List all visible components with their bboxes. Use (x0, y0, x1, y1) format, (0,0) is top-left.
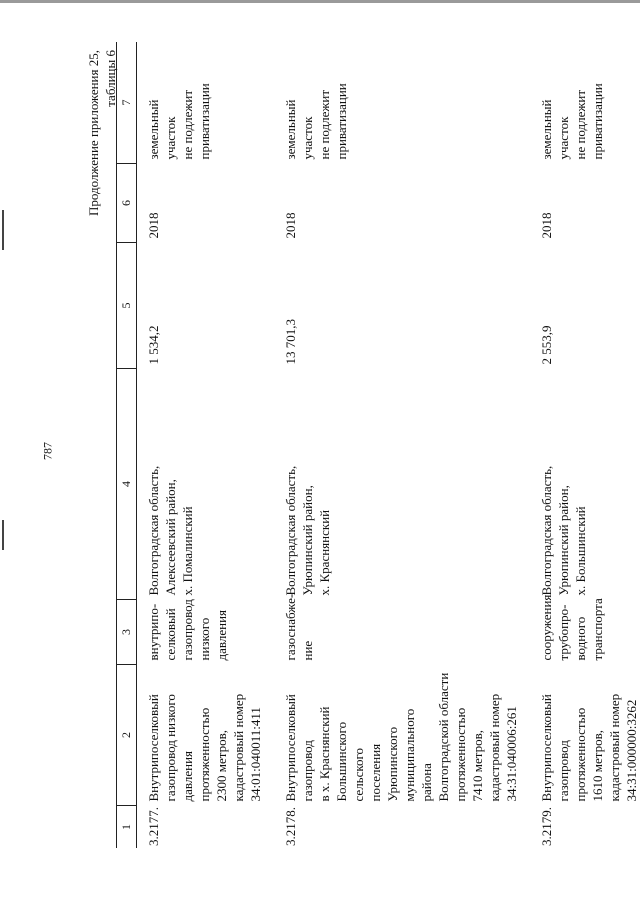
cell-line: внутрипо- (146, 603, 161, 661)
cell-line: Волгоградской области (436, 672, 451, 802)
cell-line: не подлежит (573, 89, 588, 160)
row-number: 3.2179. (539, 807, 554, 846)
object-address (530, 369, 640, 600)
cell-line: в х. Краснянский (317, 706, 332, 802)
cell-line: муниципального района (402, 708, 434, 802)
object-type (530, 594, 640, 665)
cell-line: приватизации (334, 83, 349, 160)
cell-line: Урюпинский район, (556, 485, 571, 596)
cell-line: участок (556, 116, 571, 160)
cell-line: не подлежит (317, 89, 332, 160)
cell-line: газопровод (180, 599, 195, 661)
cell-line: кадастровый номер (231, 693, 246, 802)
cell-line: участок (163, 116, 178, 160)
cell-line: Урюпинский район, (300, 485, 315, 596)
cell-line: не подлежит (180, 89, 195, 160)
cell-line: Волгоградская область, (539, 465, 554, 596)
object-name (274, 665, 530, 806)
cell-line: приватизации (197, 83, 212, 160)
cell-line: земельный (283, 99, 298, 160)
cell-line: приватизации (590, 83, 605, 160)
cell-line: Внутрипоселковый (146, 694, 161, 802)
object-address (137, 369, 275, 600)
cell-line: трубопро- (556, 604, 571, 661)
object-address (274, 369, 530, 600)
object-value: 2 553,9 (539, 325, 554, 365)
object-value: 1 534,2 (146, 325, 161, 365)
cell-line: Большинского сельского (334, 721, 366, 802)
cell-line: Внутрипоселковый (539, 694, 554, 802)
row-number: 3.2178. (283, 807, 298, 846)
scan-edge (0, 0, 640, 3)
cell-line: 34:01:040011:411 (248, 707, 263, 802)
cell-line: 1610 метров, (590, 730, 605, 802)
column-header: 6 (117, 164, 137, 243)
cell-line: водного (573, 616, 588, 661)
table-row (137, 42, 275, 848)
cell-line: поселения Урюпинского (368, 726, 400, 802)
cell-line: х. Большинский (573, 506, 588, 596)
column-header: 3 (117, 600, 137, 665)
rotated-table (116, 48, 639, 848)
table-header-row (117, 42, 137, 848)
cell-line: 34:31:000000:3262 (624, 699, 639, 802)
cell-line: х. Помалинский (180, 506, 195, 596)
cell-line: селковый (163, 608, 178, 661)
table-caption (85, 50, 119, 330)
cell-line: земельный (146, 99, 161, 160)
caption-line: таблицы 6 (103, 50, 118, 107)
cell-line: Алексеевский район, (163, 479, 178, 596)
caption-line: Продолжение приложения 25, (86, 50, 101, 217)
cell-line: Волгоградская область, (283, 465, 298, 596)
cell-line: ние (300, 640, 315, 661)
cell-line: низкого (197, 617, 212, 661)
object-name (137, 665, 275, 806)
column-header: 4 (117, 369, 137, 600)
cell-line: кадастровый номер (487, 693, 502, 802)
data-table (116, 42, 640, 848)
cell-line: кадастровый номер (607, 693, 622, 802)
object-type (274, 593, 530, 665)
cell-line: 2300 метров, (214, 730, 229, 802)
object-year: 2018 (146, 212, 161, 239)
scan-mark (2, 210, 4, 250)
cell-line: газопровод (300, 740, 315, 802)
column-header: 7 (117, 42, 137, 164)
cell-line: 7410 метров, (470, 730, 485, 802)
cell-line: газоснабже- (283, 593, 298, 661)
cell-line: Волгоградская область, (146, 465, 161, 596)
cell-line: участок (300, 116, 315, 160)
cell-line: давления (180, 750, 195, 802)
column-header: 1 (117, 806, 137, 849)
object-year: 2018 (539, 212, 554, 239)
cell-line: х. Краснянский (317, 509, 332, 596)
cell-line: транспорта (590, 598, 605, 661)
scan-mark (2, 520, 4, 550)
cell-line: сооружения (539, 594, 554, 661)
cell-line: газопровод низкого (163, 694, 178, 802)
object-year: 2018 (283, 212, 298, 239)
object-note (530, 42, 640, 164)
object-name (530, 665, 640, 806)
cell-line: 34:31:040006:261 (504, 706, 519, 802)
cell-line: протяженностью (453, 707, 468, 802)
column-header: 5 (117, 243, 137, 369)
cell-line: Внутрипоселковый (283, 694, 298, 802)
object-note (274, 42, 530, 164)
cell-line: протяженностью (197, 707, 212, 802)
column-header: 2 (117, 665, 137, 806)
table-row (530, 42, 640, 848)
cell-line: земельный (539, 99, 554, 160)
cell-line: давления (214, 609, 229, 661)
object-type (137, 600, 275, 665)
page-number: 787 (40, 442, 55, 460)
cell-line: протяженностью (573, 707, 588, 802)
table-row (274, 42, 530, 848)
row-number: 3.2177. (146, 807, 161, 846)
cell-line: газопровод (556, 740, 571, 802)
object-value: 13 701,3 (283, 319, 298, 365)
object-note (137, 42, 275, 164)
